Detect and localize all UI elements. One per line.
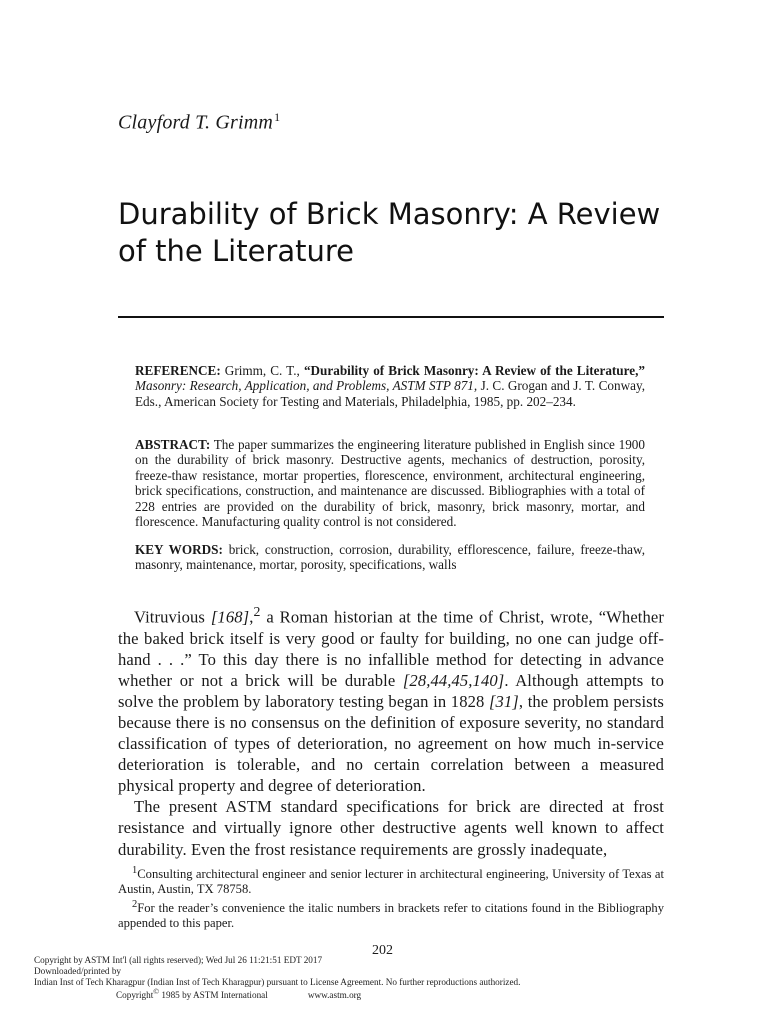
- abstract-text: The paper summarizes the engineering literature published in English since 1900 on the durability of brick masonry. Destructive agents, mechanics of destruction, porosity, freeze-thaw resistance, mortar properties, florescence, environment, architectural engineering, brick specifications, construction, and maintenance are discussed. Bibliographies with a total of 228 entries are provided on the durability of brick, masonry, brick masonry, mortar, and florescence. Manufacturing quality control is not considered.: [135, 437, 645, 530]
- author-footnote-mark: 1: [274, 110, 281, 124]
- paper-title: Durability of Brick Masonry: A Review of the Literature: [118, 197, 661, 268]
- citation: [168]: [210, 607, 250, 627]
- reference-source: Masonry: Research, Application, and Problems, ASTM STP 871,: [135, 378, 478, 394]
- body-text: [118, 601, 664, 860]
- citation: [31]: [488, 691, 519, 711]
- body-paragraph: Vitruvious [168],$^2$ a Roman historian at the time of Christ, wrote, “Whether the baked brick itself is very good or faulty for building, no one can judge off-hand . . .” To this day there is no infallible method for detecting in advance whether or not a brick will be durable [28,44,45,140]. Although attempts to solve the problem by laboratory testing began in 1828 [31], the problem persists because there is no consensus on the definition of exposure severity, no standard classification of types of deterioration, no agreement on how much in-service deterioration is tolerable, and no certain correlation between a measured physical property and degree of deterioration.: [118, 604, 664, 796]
- footnote-2: $^2$For the reader’s convenience the italic numbers in brackets refer to citations found in the Bibliography appended to this paper.: [118, 899, 664, 931]
- footnotes: [118, 863, 664, 931]
- title-divider: [118, 316, 664, 318]
- reference-block: REFERENCE: Grimm, C. T., “Durability of Brick Masonry: A Review of the Literature,” Masonry: Research, Application, and Problems, ASTM STP 871, J. C. Grogan and J. T. Conway, Eds., American Society for Testing and Materials, Philadelphia, 1985, pp. 202–234.: [135, 363, 646, 409]
- reference-label: REFERENCE:: [135, 363, 221, 378]
- copyright-line: Copyright© 1985 by ASTM International www.astm.org: [116, 987, 362, 1001]
- body-paragraph: The present ASTM standard specifications for brick are directed at frost resistance and virtually ignore other destructive agents well known to affect durability. Even the frost resistance requirements are grossly inadequate,: [118, 797, 664, 859]
- abstract-block: [135, 437, 645, 529]
- copyright-line: Copyright by ASTM Int'l (all rights reserved); Wed Jul 26 11:21:51 EDT 2017: [34, 955, 323, 965]
- reference-title: “Durability of Brick Masonry: A Review of the Literature,”: [303, 363, 646, 378]
- author-name: Clayford T. Grimm$^1$: [118, 110, 281, 134]
- astm-url: www.astm.org: [307, 990, 362, 1001]
- keywords-text: brick, construction, corrosion, durability, efflorescence, failure, freeze-thaw, masonry, maintenance, mortar, porosity, specifications, walls: [135, 542, 645, 573]
- copyright-line: Indian Inst of Tech Kharagpur (Indian Inst of Tech Kharagpur) pursuant to License Agreement. No further reproductions authorized.: [34, 976, 521, 987]
- footnote-ref: 2: [253, 604, 261, 619]
- page-number: 202: [372, 943, 393, 958]
- copyright-footer: [34, 955, 734, 1001]
- abstract-label: ABSTRACT:: [135, 437, 211, 452]
- citation: [28,44,45,140]: [402, 670, 505, 690]
- footnote-1: $^1$Consulting architectural engineer and senior lecturer in architectural engineering, University of Texas at Austin, Austin, TX 78758.: [118, 865, 664, 897]
- keywords-label: KEY WORDS:: [135, 542, 223, 557]
- copyright-line: Downloaded/printed by: [34, 965, 122, 976]
- keywords-block: [135, 542, 645, 573]
